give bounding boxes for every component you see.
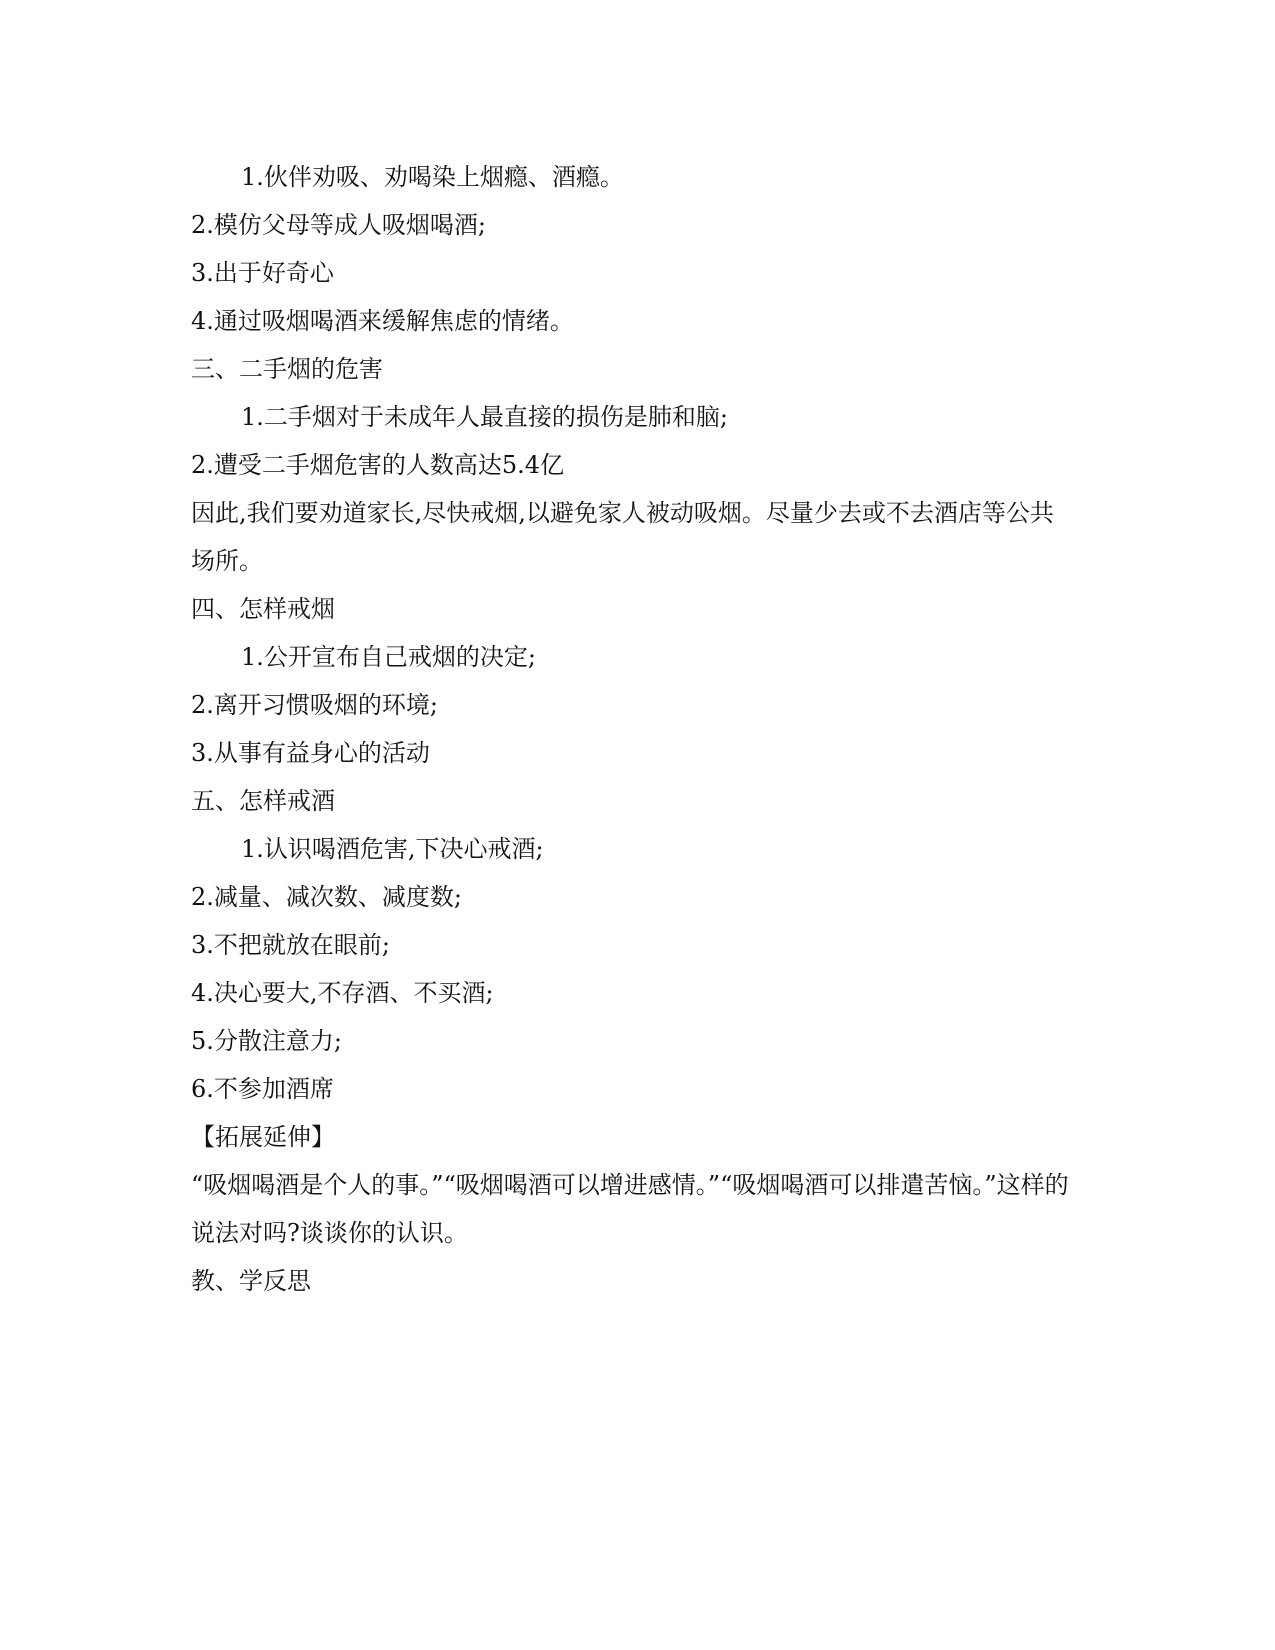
list-item-out-of-sight: 3.不把就放在眼前; <box>191 931 390 959</box>
list-item-imitate-parents: 2.模仿父母等成人吸烟喝酒; <box>191 211 486 239</box>
list-item-avoid-banquets: 6.不参加酒席 <box>191 1075 334 1103</box>
list-item-lung-brain-damage: 1.二手烟对于未成年人最直接的损伤是肺和脑; <box>241 403 728 431</box>
list-item-distract-attention: 5.分散注意力; <box>191 1027 342 1055</box>
list-item-relieve-anxiety: 4.通过吸烟喝酒来缓解焦虑的情绪。 <box>191 307 574 335</box>
section-heading-quit-drinking: 五、怎样戒酒 <box>191 787 335 815</box>
section-heading-extension: 【拓展延伸】 <box>191 1123 335 1151</box>
section-heading-reflection: 教、学反思 <box>191 1267 311 1295</box>
paragraph-discussion-question: “吸烟喝酒是个人的事。”“吸烟喝酒可以增进感情。”“吸烟喝酒可以排遣苦恼。”这样的说法对吗?谈谈你的认识。 <box>191 1171 1069 1247</box>
list-item-announce-decision: 1.公开宣布自己戒烟的决定; <box>241 643 536 671</box>
list-item-leave-environment: 2.离开习惯吸烟的环境; <box>191 691 438 719</box>
list-item-peer-pressure: 1.伙伴劝吸、劝喝染上烟瘾、酒瘾。 <box>241 163 624 191</box>
list-item-firm-resolve: 4.决心要大,不存酒、不买酒; <box>191 979 494 1007</box>
section-heading-quit-smoking: 四、怎样戒烟 <box>191 595 335 623</box>
paragraph-persuade-parents: 因此,我们要劝道家长,尽快戒烟,以避免家人被动吸烟。尽量少去或不去酒店等公共场所。 <box>191 499 1054 575</box>
section-heading-secondhand-smoke: 三、二手烟的危害 <box>191 355 383 383</box>
document-body <box>191 153 1071 1305</box>
list-item-affected-count: 2.遭受二手烟危害的人数高达5.4亿 <box>191 451 565 479</box>
list-item-healthy-activities: 3.从事有益身心的活动 <box>191 739 430 767</box>
list-item-recognize-harm: 1.认识喝酒危害,下决心戒酒; <box>241 835 544 863</box>
list-item-reduce-amount: 2.减量、减次数、减度数; <box>191 883 462 911</box>
list-item-curiosity: 3.出于好奇心 <box>191 259 334 287</box>
